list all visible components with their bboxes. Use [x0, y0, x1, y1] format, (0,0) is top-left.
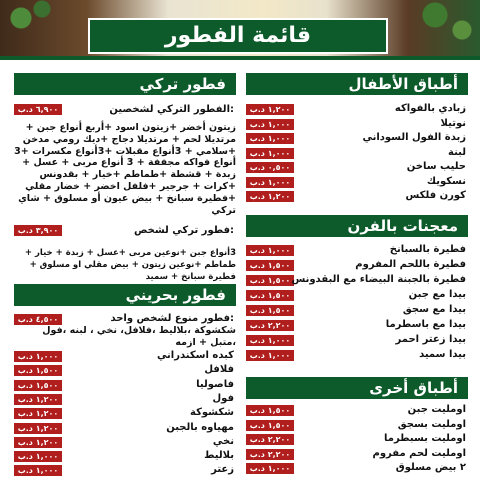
- item-price: ١,٢٠٠ د.ب: [14, 408, 62, 419]
- top-divider: [0, 56, 480, 60]
- turkish-one-label: فطور تركي لشخص:: [134, 225, 234, 236]
- item-name: بيدا مع باسطرما: [385, 319, 466, 330]
- item-name: بيدا مع سجق: [402, 304, 466, 315]
- item-price: ٠,٥٠٠ د.ب: [246, 162, 294, 173]
- item-name: فول: [212, 392, 234, 404]
- item-price: ١,٠٠٠ د.ب: [246, 177, 294, 188]
- item-name: كورن فلكس: [405, 190, 466, 201]
- item-price: ١,٠٠٠ د.ب: [246, 148, 294, 159]
- item-name: زبادي بالفواكه: [394, 103, 466, 114]
- turkish-two-description: زيتون أخضر +زيتون اسود +أربع أنواع جبن + مرتديلا لحم + مرتديلا دجاج +ديك رومي مدخن +سلامي + 3أنواع مقبلات +3أنواع مكسرات +3 أنواع فواكه مجففة + 3 أنواع مربى + عسل + زبدة + قشطة +طماطم +خيار + بقدونس +كرات + جرجير +فلفل اخضر + خضار مقلي +فطيرة سبانخ + بيض عيون أو مسلوق + شاي تركي: [14, 122, 236, 216]
- item-price: ١,٥٠٠ د.ب: [246, 290, 294, 301]
- item-price: ١,٢٠٠ د.ب: [14, 394, 62, 405]
- item-name: كبده اسكندراني: [156, 350, 234, 361]
- item-name: نسكويك: [426, 175, 466, 187]
- item-price: ٢,٢٠٠ د.ب: [246, 434, 294, 445]
- item-price: ١,٥٠٠ د.ب: [14, 365, 62, 376]
- bahraini-heading: فطور بحريني: [14, 284, 236, 306]
- item-price: ١,٥٠٠ د.ب: [246, 420, 294, 431]
- item-name: زعتر: [211, 464, 234, 476]
- item-name: فلافل: [204, 364, 234, 376]
- item-name: فطيرة بالجبنة البيضاء مع البقدونس: [291, 274, 466, 285]
- item-name: مهياوه بالجبن: [166, 421, 234, 433]
- item-name: اومليت بسجق: [397, 418, 466, 430]
- item-price: ١,٥٠٠ د.ب: [246, 275, 294, 286]
- turkish-one-price: ٣,٩٠٠ د.ب: [14, 225, 62, 236]
- item-price: ١,٥٠٠ د.ب: [246, 305, 294, 316]
- item-price: ١,٠٠٠ د.ب: [246, 463, 294, 474]
- turkish-heading: فطور تركي: [14, 73, 236, 95]
- item-name: اومليت جبن: [407, 404, 466, 415]
- item-name: ٢ بيض مسلوق: [395, 462, 466, 473]
- turkish-two-label: الفطور التركي لشخصين:: [109, 104, 234, 115]
- item-price: ٢,٢٠٠ د.ب: [246, 320, 294, 331]
- item-price: ١,٠٠٠ د.ب: [14, 351, 62, 362]
- item-price: ١,٢٠٠ د.ب: [14, 423, 62, 434]
- herbs-decoration-right: [390, 0, 480, 50]
- item-price: ١,٥٠٠ د.ب: [246, 405, 294, 416]
- item-name: بلاليط: [204, 450, 234, 462]
- bahraini-mixed-label: فطور منوع لشخص واحد:: [110, 313, 234, 324]
- menu-title: قائمة الفطور: [88, 18, 388, 54]
- kids-heading: أطباق الأطفال: [246, 73, 468, 95]
- turkish-two-price: ٦,٩٠٠ د.ب: [14, 104, 62, 115]
- item-name: فاصوليا: [196, 378, 234, 390]
- item-price: ١,٢٠٠ د.ب: [14, 437, 62, 448]
- bahraini-mixed-description: شكشوكة ،بلاليط ،فلافل، نخي ، لبنه ،فول ،متبل + ازمه: [42, 325, 236, 348]
- item-price: ١,٠٠٠ د.ب: [14, 465, 62, 476]
- item-name: بيدا سميد: [419, 349, 466, 360]
- item-name: حليب ساخن: [406, 161, 466, 172]
- other-heading: أطباق أخرى: [246, 377, 468, 399]
- item-name: فطيرة باللحم المفروم: [355, 259, 466, 270]
- item-name: فطيرة بالسبانخ: [389, 244, 466, 255]
- turkish-one-description: 3أنواع جبن +نوعين مربى +عسل + زبدة + خيار + طماطم +نوعين زيتون + بيض مقلي او مسلوق + فطيرة سبانخ + سميد: [24, 248, 236, 282]
- item-price: ١,٠٠٠ د.ب: [246, 335, 294, 346]
- item-name: اومليت لحم مفروم: [372, 447, 466, 459]
- herbs-decoration-left: [0, 0, 70, 45]
- item-price: ١,٢٠٠ د.ب: [246, 191, 294, 202]
- item-name: نخي: [212, 435, 234, 447]
- item-name: زبدة الفول السوداني: [362, 132, 466, 143]
- item-price: ١,٠٠٠ د.ب: [246, 119, 294, 130]
- bahraini-mixed-price: ٤,٥٠٠ د.ب: [14, 314, 62, 325]
- item-name: نوتيلا: [440, 117, 466, 129]
- item-price: ٢,٢٠٠ د.ب: [246, 449, 294, 460]
- item-price: ١,٠٠٠ د.ب: [14, 451, 62, 462]
- item-name: شكشوكة: [190, 407, 234, 419]
- bakery-heading: معجنات بالفرن: [246, 215, 468, 237]
- item-name: اومليت بسبطرما: [384, 433, 466, 444]
- item-name: لبنة: [448, 146, 466, 158]
- item-price: ١,٥٠٠ د.ب: [246, 260, 294, 271]
- item-price: ١,٥٠٠ د.ب: [14, 380, 62, 391]
- item-name: بيدا مع جبن: [408, 289, 466, 300]
- item-price: ١,٠٠٠ د.ب: [246, 245, 294, 256]
- item-price: ١,٠٠٠ د.ب: [246, 350, 294, 361]
- item-name: بيدا زعتر احمر: [395, 334, 466, 345]
- item-price: ١,٠٠٠ د.ب: [246, 133, 294, 144]
- item-price: ١,٢٠٠ د.ب: [246, 104, 294, 115]
